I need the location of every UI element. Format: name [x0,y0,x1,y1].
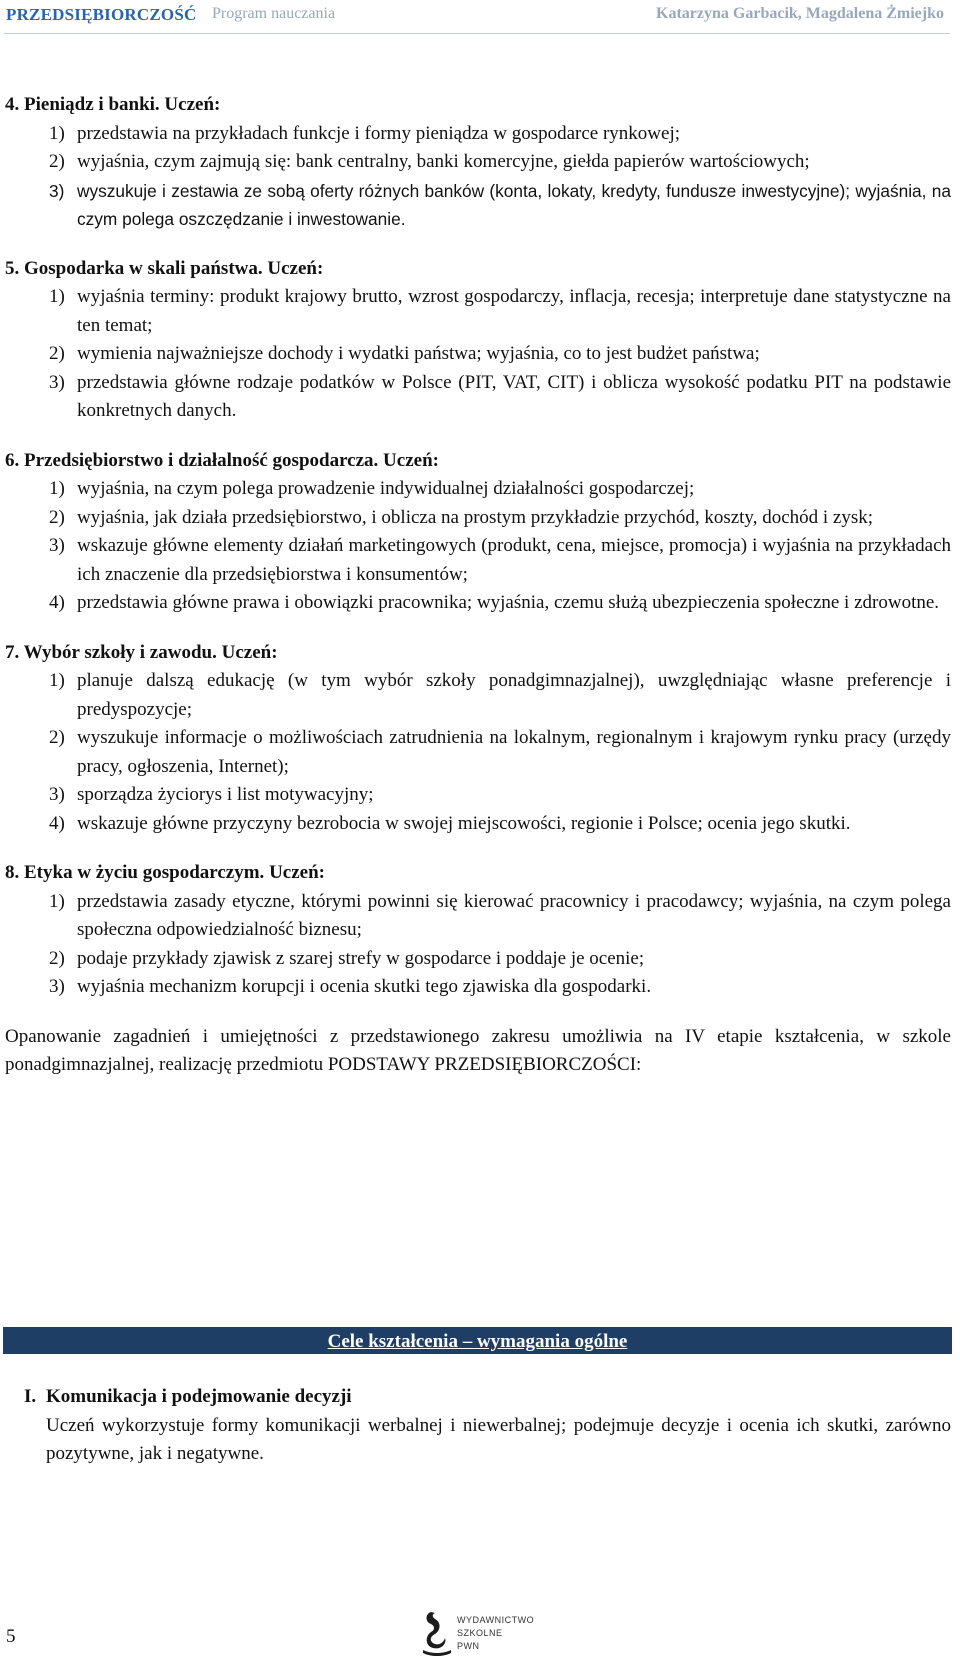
section-title: 7. Wybór szkoły i zawodu. Uczeń: [5,641,278,663]
section-7 [5,639,951,839]
pwn-swan-icon [421,1608,453,1658]
general-goal [24,1383,951,1469]
main-content [5,91,951,1080]
header-brand: PRZEDSIĘBIORCZOŚĆ [6,5,197,24]
list-item: 3) sporządza życiorys i list motywacyjny; [49,784,374,805]
list-item: 1) wyjaśnia, na czym polega prowadzenie indywidualnej działalności gospodarczej; [49,478,695,499]
list-item: 2) wyszukuje informacje o możliwościach zatrudnienia na lokalnym, regionalnym i krajowym rynku pracy (urzędy pracy, ogłoszenia, Internet); [49,727,951,777]
list-item: 3) wyjaśnia mechanizm korupcji i ocenia skutki tego zjawiska dla gospodarki. [49,976,652,997]
section-title: 5. Gospodarka w skali państwa. Uczeń: [5,257,324,279]
section-title: 4. Pieniądz i banki. Uczeń: [5,94,221,115]
list-item: 1) przedstawia na przykładach funkcje i formy pieniądza w gospodarce rynkowej; [49,122,681,144]
list-item: 1) przedstawia zasady etyczne, którymi powinni się kierować pracownicy i pracodawcy; wyjaśnia, na czym polega społeczna odpowiedzialność biznesu; [49,890,951,940]
list-item: 4) wskazuje główne przyczyny bezrobocia w swojej miejscowości, regionie i Polsce; ocenia jego skutki. [49,812,851,834]
section-title: 8. Etyka w życiu gospodarczym. Uczeń: [5,862,325,883]
section-4 [5,91,951,234]
closing-paragraph: Opanowanie zagadnień i umiejętności z przedstawionego zakresu umożliwia na IV etapie kształcenia, w szkole ponadgimnazjalnej, realizację przedmiotu PODSTAWY PRZEDSIĘBIORCZOŚCI: [5,1025,951,1075]
list-item: 1) planuje dalszą edukację (w tym wybór szkoły ponadgimnazjalnej), uwzględniając własne preferencje i predyspozycje; [49,670,951,720]
list-item: 2) wyjaśnia, jak działa przedsiębiorstwo, i oblicza na prostym przykładzie przychód, koszty, dochód i zysk; [49,506,874,528]
header-authors: Katarzyna Garbacik, Magdalena Żmiejko [656,5,944,22]
section-6 [5,447,951,618]
list-item: 2) wymienia najważniejsze dochody i wydatki państwa; wyjaśnia, co to jest budżet państwa; [49,343,760,364]
section-5 [5,255,951,426]
header-divider [4,33,950,34]
page-header [0,2,950,32]
goal-title: I. Komunikacja i podejmowanie decyzji [24,1386,352,1407]
list-item: 3) przedstawia główne rodzaje podatków w Polsce (PIT, VAT, CIT) i oblicza wysokość podatku PIT na podstawie konkretnych danych. [49,371,951,421]
publisher-logo [421,1608,541,1666]
list-item: 3) wyszukuje i zestawia ze sobą oferty różnych banków (konta, lokaty, kredyty, fundusze inwestycyjne); wyjaśnia, na czym polega oszczędzanie i inwestowanie. [49,180,951,229]
list-item: 3) wskazuje główne elementy działań marketingowych (produkt, cena, miejsce, promocja) i wyjaśnia na przykładach ich znaczenie dla przedsiębiorstwa i konsumentów; [49,535,951,585]
section-banner: Cele kształcenia – wymagania ogólne [3,1327,952,1354]
page-number: 5 [6,1626,16,1647]
publisher-name: WYDAWNICTWO SZKOLNE PWN [457,1615,535,1651]
list-item: 1) wyjaśnia terminy: produkt krajowy brutto, wzrost gospodarczy, inflacja, recesja; interpretuje dane statystyczne na ten temat; [49,286,951,336]
header-program: Program nauczania [212,5,336,22]
goal-text: Uczeń wykorzystuje formy komunikacji werbalnej i niewerbalnej; podejmuje decyzje i ocenia ich skutki, zarówno pozytywne, jak i negatywne. [46,1414,951,1464]
section-title: 6. Przedsiębiorstwo i działalność gospodarcza. Uczeń: [5,449,439,471]
section-8 [5,859,951,1002]
list-item: 4) przedstawia główne prawa i obowiązki pracownika; wyjaśnia, czemu służą ubezpieczenia społeczne i zdrowotne. [49,592,940,613]
list-item: 2) wyjaśnia, czym zajmują się: bank centralny, banki komercyjne, giełda papierów wartościowych; [49,151,810,172]
list-item: 2) podaje przykłady zjawisk z szarej strefy w gospodarce i poddaje je ocenie; [49,947,645,969]
